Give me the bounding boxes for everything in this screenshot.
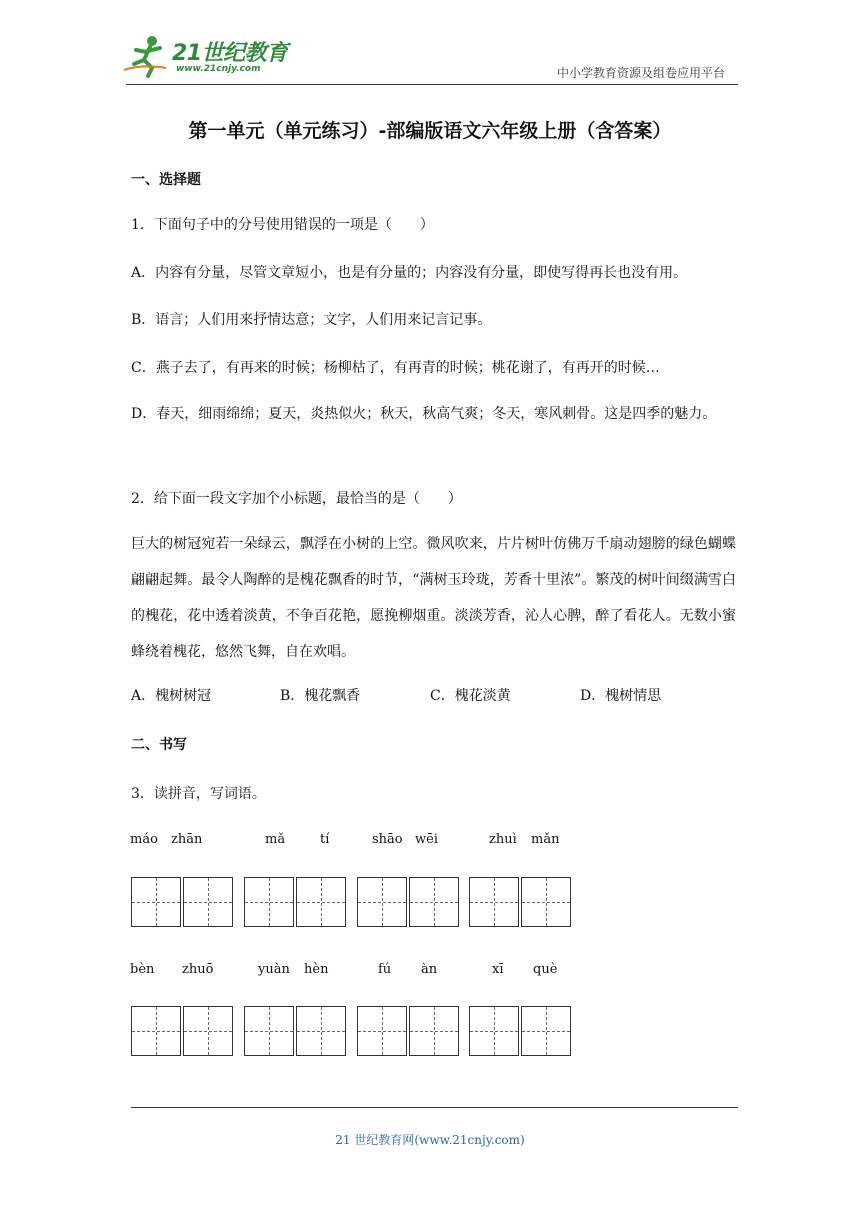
q2-option-a: A．槐树树冠 xyxy=(131,688,212,704)
q1-stem: 1．下面句子中的分号使用错误的一项是（ ） xyxy=(131,217,434,233)
writing-box[interactable] xyxy=(296,877,346,927)
q2-option-b: B．槐花飘香 xyxy=(280,688,361,704)
writing-box[interactable] xyxy=(131,877,181,927)
footer-divider xyxy=(131,1107,738,1108)
pinyin: xī xyxy=(492,962,504,977)
pinyin: fú xyxy=(378,962,392,977)
section-choice-heading: 一、选择题 xyxy=(131,172,201,188)
writing-box[interactable] xyxy=(244,1006,294,1056)
pinyin: wēi xyxy=(415,832,438,847)
pinyin: àn xyxy=(421,962,438,977)
pinyin: zhān xyxy=(171,832,203,847)
pinyin: mǎ xyxy=(265,832,286,847)
writing-box[interactable] xyxy=(469,877,519,927)
logo-text: 21世纪教育 xyxy=(172,41,288,66)
q2-stem: 2．给下面一段文字加个小标题，最恰当的是（ ） xyxy=(131,491,462,507)
pinyin: zhuì xyxy=(489,832,517,847)
writing-box[interactable] xyxy=(521,1006,571,1056)
runner-icon xyxy=(122,34,172,78)
writing-box[interactable] xyxy=(409,877,459,927)
writing-box[interactable] xyxy=(357,1006,407,1056)
writing-box[interactable] xyxy=(183,1006,233,1056)
pinyin: shāo xyxy=(372,832,403,847)
header-divider xyxy=(126,84,738,85)
writing-box[interactable] xyxy=(296,1006,346,1056)
site-logo xyxy=(122,34,292,80)
q3-stem: 3．读拼音，写词语。 xyxy=(131,786,266,802)
writing-box[interactable] xyxy=(521,877,571,927)
pinyin: zhuō xyxy=(182,962,214,977)
q2-passage: 巨大的树冠宛若一朵绿云，飘浮在小树的上空。微风吹来，片片树叶仿佛万千扇动翅膀的绿色蝴蝶翩翩起舞。最令人陶醉的是槐花飘香的时节，“满树玉玲珑，芳香十里浓”。繁茂的树叶间缀满雪白的槐花，花中透着淡黄，不争百花艳，愿挽柳烟重。淡淡芳香，沁人心脾，醉了看花人。无数小蜜蜂绕着槐花，悠然飞舞，自在欢唱。 xyxy=(131,536,736,660)
logo-url: www.21cnjy.com xyxy=(176,64,261,74)
section-writing-heading: 二、书写 xyxy=(131,737,187,753)
platform-label: 中小学教育资源及组卷应用平台 xyxy=(556,66,725,80)
q1-option-d: D．春天，细雨绵绵；夏天，炎热似火；秋天，秋高气爽；冬天，寒风刺骨。这是四季的魅力。 xyxy=(131,406,717,422)
pinyin: mǎn xyxy=(531,832,560,847)
pinyin: máo xyxy=(130,832,158,847)
q1-option-b: B．语言；人们用来抒情达意；文字，人们用来记言记事。 xyxy=(131,312,492,328)
pinyin: tí xyxy=(320,832,330,847)
pinyin: yuàn xyxy=(258,962,290,977)
q2-option-c: C．槐花淡黄 xyxy=(430,688,511,704)
footer-link[interactable]: 21 世纪教育网(www.21cnjy.com) xyxy=(335,1133,525,1147)
pinyin: què xyxy=(533,962,558,977)
writing-box[interactable] xyxy=(183,877,233,927)
q1-option-c: C．燕子去了，有再来的时候；杨柳枯了，有再青的时候；桃花谢了，有再开的时候… xyxy=(131,360,660,376)
pinyin: hèn xyxy=(304,962,329,977)
writing-box[interactable] xyxy=(357,877,407,927)
pinyin: bèn xyxy=(130,962,155,977)
writing-box[interactable] xyxy=(469,1006,519,1056)
page-title: 第一单元（单元练习）-部编版语文六年级上册（含答案） xyxy=(188,120,672,142)
writing-box[interactable] xyxy=(244,877,294,927)
q2-option-d: D．槐树情思 xyxy=(580,688,662,704)
writing-box[interactable] xyxy=(409,1006,459,1056)
q1-option-a: A．内容有分量，尽管文章短小，也是有分量的；内容没有分量，即使写得再长也没有用。 xyxy=(131,265,688,281)
writing-box[interactable] xyxy=(131,1006,181,1056)
